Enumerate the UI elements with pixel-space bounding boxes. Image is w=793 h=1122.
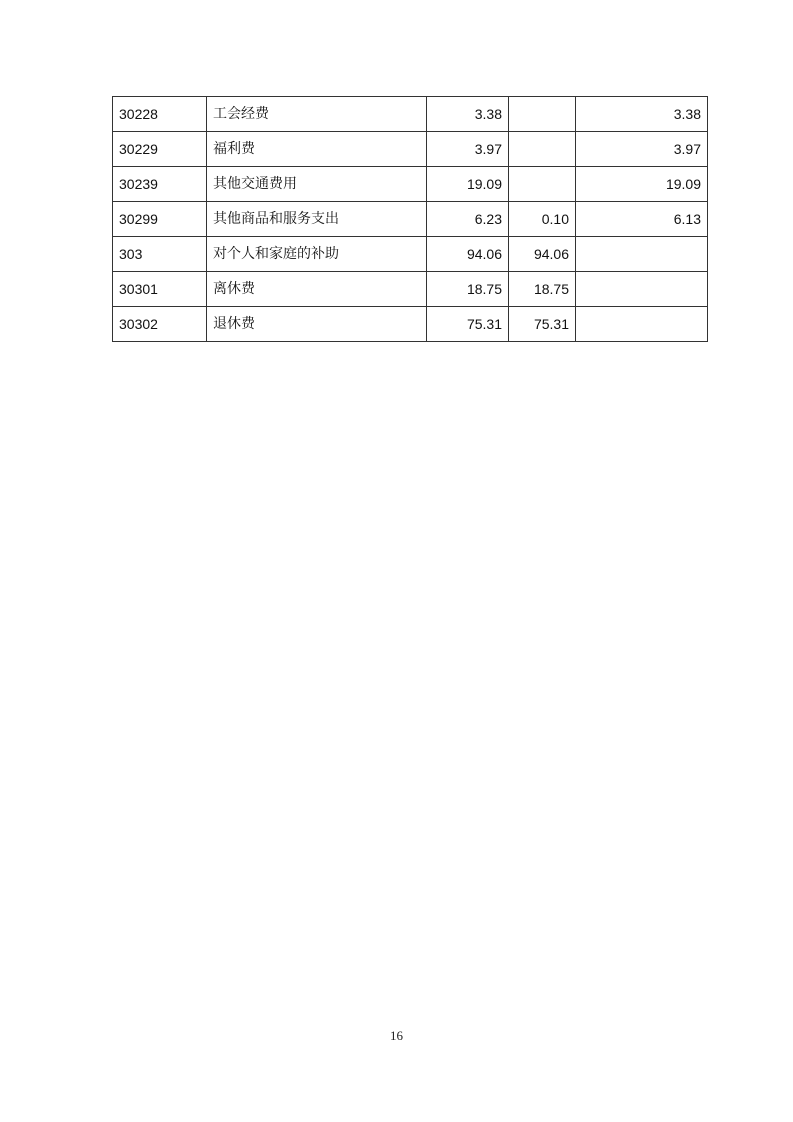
row-total-cell: 75.31 — [427, 307, 509, 342]
row-code-cell: 30239 — [113, 167, 207, 202]
row-basic-cell: 18.75 — [509, 272, 576, 307]
row-code-cell: 303 — [113, 237, 207, 272]
row-code-cell: 30229 — [113, 132, 207, 167]
row-total-cell: 94.06 — [427, 237, 509, 272]
table-row — [113, 237, 708, 272]
table-row — [113, 272, 708, 307]
row-project-cell: 3.97 — [576, 132, 708, 167]
row-project-cell — [576, 272, 708, 307]
page-number: 16 — [390, 1028, 403, 1043]
table-row — [113, 97, 708, 132]
expenditure-table — [112, 96, 708, 342]
row-basic-cell — [509, 167, 576, 202]
row-name-cell: 工会经费 — [207, 97, 427, 132]
row-basic-cell: 75.31 — [509, 307, 576, 342]
row-name-cell: 对个人和家庭的补助 — [207, 237, 427, 272]
table-row — [113, 202, 708, 237]
row-total-cell: 19.09 — [427, 167, 509, 202]
row-code-cell: 30228 — [113, 97, 207, 132]
row-name-cell: 离休费 — [207, 272, 427, 307]
table-row — [113, 132, 708, 167]
row-total-cell: 3.38 — [427, 97, 509, 132]
row-name-cell: 其他商品和服务支出 — [207, 202, 427, 237]
row-basic-cell: 0.10 — [509, 202, 576, 237]
row-code-cell: 30299 — [113, 202, 207, 237]
row-total-cell: 18.75 — [427, 272, 509, 307]
row-basic-cell — [509, 97, 576, 132]
row-name-cell: 其他交通费用 — [207, 167, 427, 202]
row-name-cell: 福利费 — [207, 132, 427, 167]
row-project-cell: 3.38 — [576, 97, 708, 132]
row-code-cell: 30301 — [113, 272, 207, 307]
row-project-cell — [576, 237, 708, 272]
row-code-cell: 30302 — [113, 307, 207, 342]
row-total-cell: 3.97 — [427, 132, 509, 167]
table-row — [113, 307, 708, 342]
row-total-cell: 6.23 — [427, 202, 509, 237]
table-row — [113, 167, 708, 202]
row-project-cell: 6.13 — [576, 202, 708, 237]
table-body — [113, 97, 708, 342]
row-basic-cell: 94.06 — [509, 237, 576, 272]
row-basic-cell — [509, 132, 576, 167]
row-project-cell — [576, 307, 708, 342]
row-name-cell: 退休费 — [207, 307, 427, 342]
row-project-cell: 19.09 — [576, 167, 708, 202]
